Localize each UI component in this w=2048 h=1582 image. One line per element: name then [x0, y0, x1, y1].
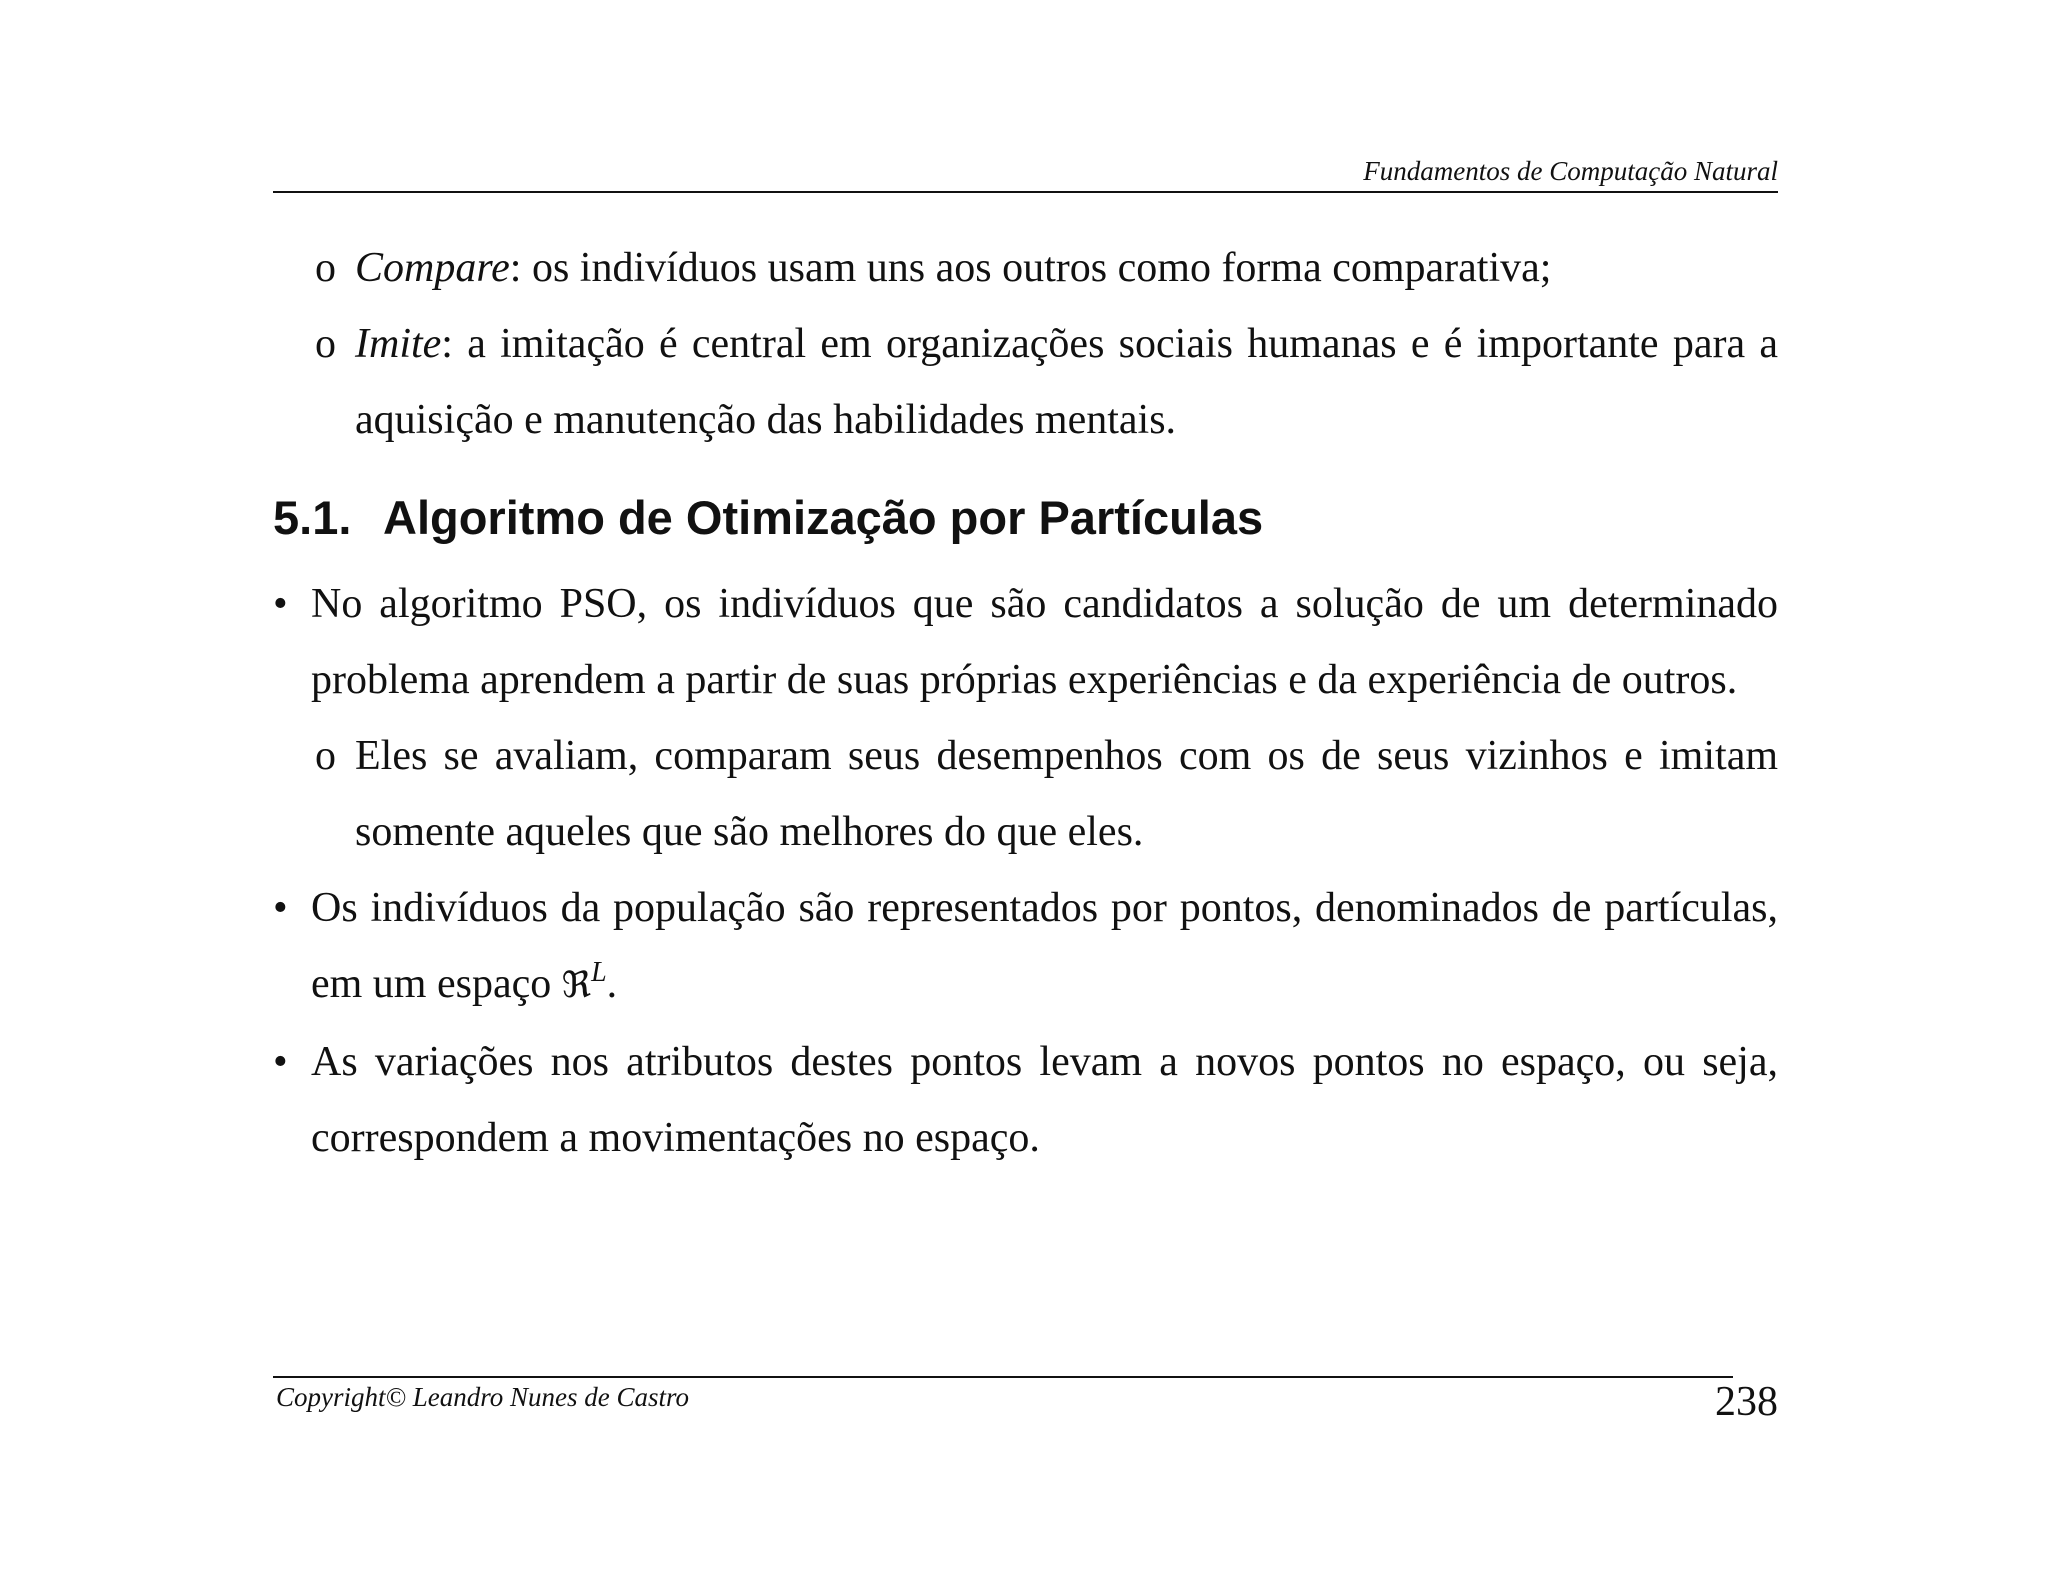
section-number: 5.1.	[273, 491, 352, 544]
bullet-text: No algoritmo PSO, os indivíduos que são candidatos a solução de um determinado problema aprendem a partir de suas próprias experiências e da experiência de outros.	[311, 581, 1778, 703]
running-header: Fundamentos de Computação Natural	[1363, 156, 1778, 186]
page-number: 238	[1715, 1379, 1778, 1425]
subitem-compare	[273, 230, 1778, 306]
bullet-icon: •	[273, 1039, 288, 1085]
bullet-icon: •	[273, 581, 288, 627]
hollow-bullet-icon: o	[315, 245, 336, 291]
subitem-term: Imite	[355, 321, 442, 367]
bullet-icon: •	[273, 885, 288, 931]
subitem-evaluate-compare-imitate	[273, 718, 1778, 870]
real-space-symbol: ℜ	[561, 965, 592, 1006]
subitem-text: : os indivíduos usam uns aos outros como forma comparativa;	[509, 245, 1552, 291]
footer-rule	[273, 1376, 1733, 1378]
section-title: Algoritmo de Otimização por Partículas	[383, 491, 1264, 544]
bullet-pso-learning	[273, 566, 1778, 718]
bullet-text: Os indivíduos da população são representados por pontos, denominados de partículas, em um espaço	[311, 885, 1778, 1007]
bullet-text: As variações nos atributos destes pontos levam a novos pontos no espaço, ou seja, correspondem a movimentações no espaço.	[311, 1039, 1778, 1161]
header-rule	[273, 191, 1778, 193]
subitem-text: Eles se avaliam, comparam seus desempenhos com os de seus vizinhos e imitam somente aqueles que são melhores do que eles.	[355, 733, 1778, 855]
hollow-bullet-icon: o	[315, 321, 336, 367]
subitem-imite	[273, 306, 1778, 458]
hollow-bullet-icon: o	[315, 733, 336, 779]
bullet-particles-space	[273, 870, 1778, 1024]
copyright-notice: Copyright© Leandro Nunes de Castro	[276, 1382, 690, 1412]
subitem-text: : a imitação é central em organizações sociais humanas e é importante para a aquisição e manutenção das habilidades mentais.	[355, 321, 1778, 443]
bullet-text-end: .	[606, 961, 618, 1007]
dimension-superscript: L	[591, 957, 607, 988]
page-body	[273, 230, 1778, 1176]
subitem-term: Compare	[355, 245, 510, 291]
bullet-attribute-variations	[273, 1024, 1778, 1176]
section-heading	[273, 488, 1778, 548]
